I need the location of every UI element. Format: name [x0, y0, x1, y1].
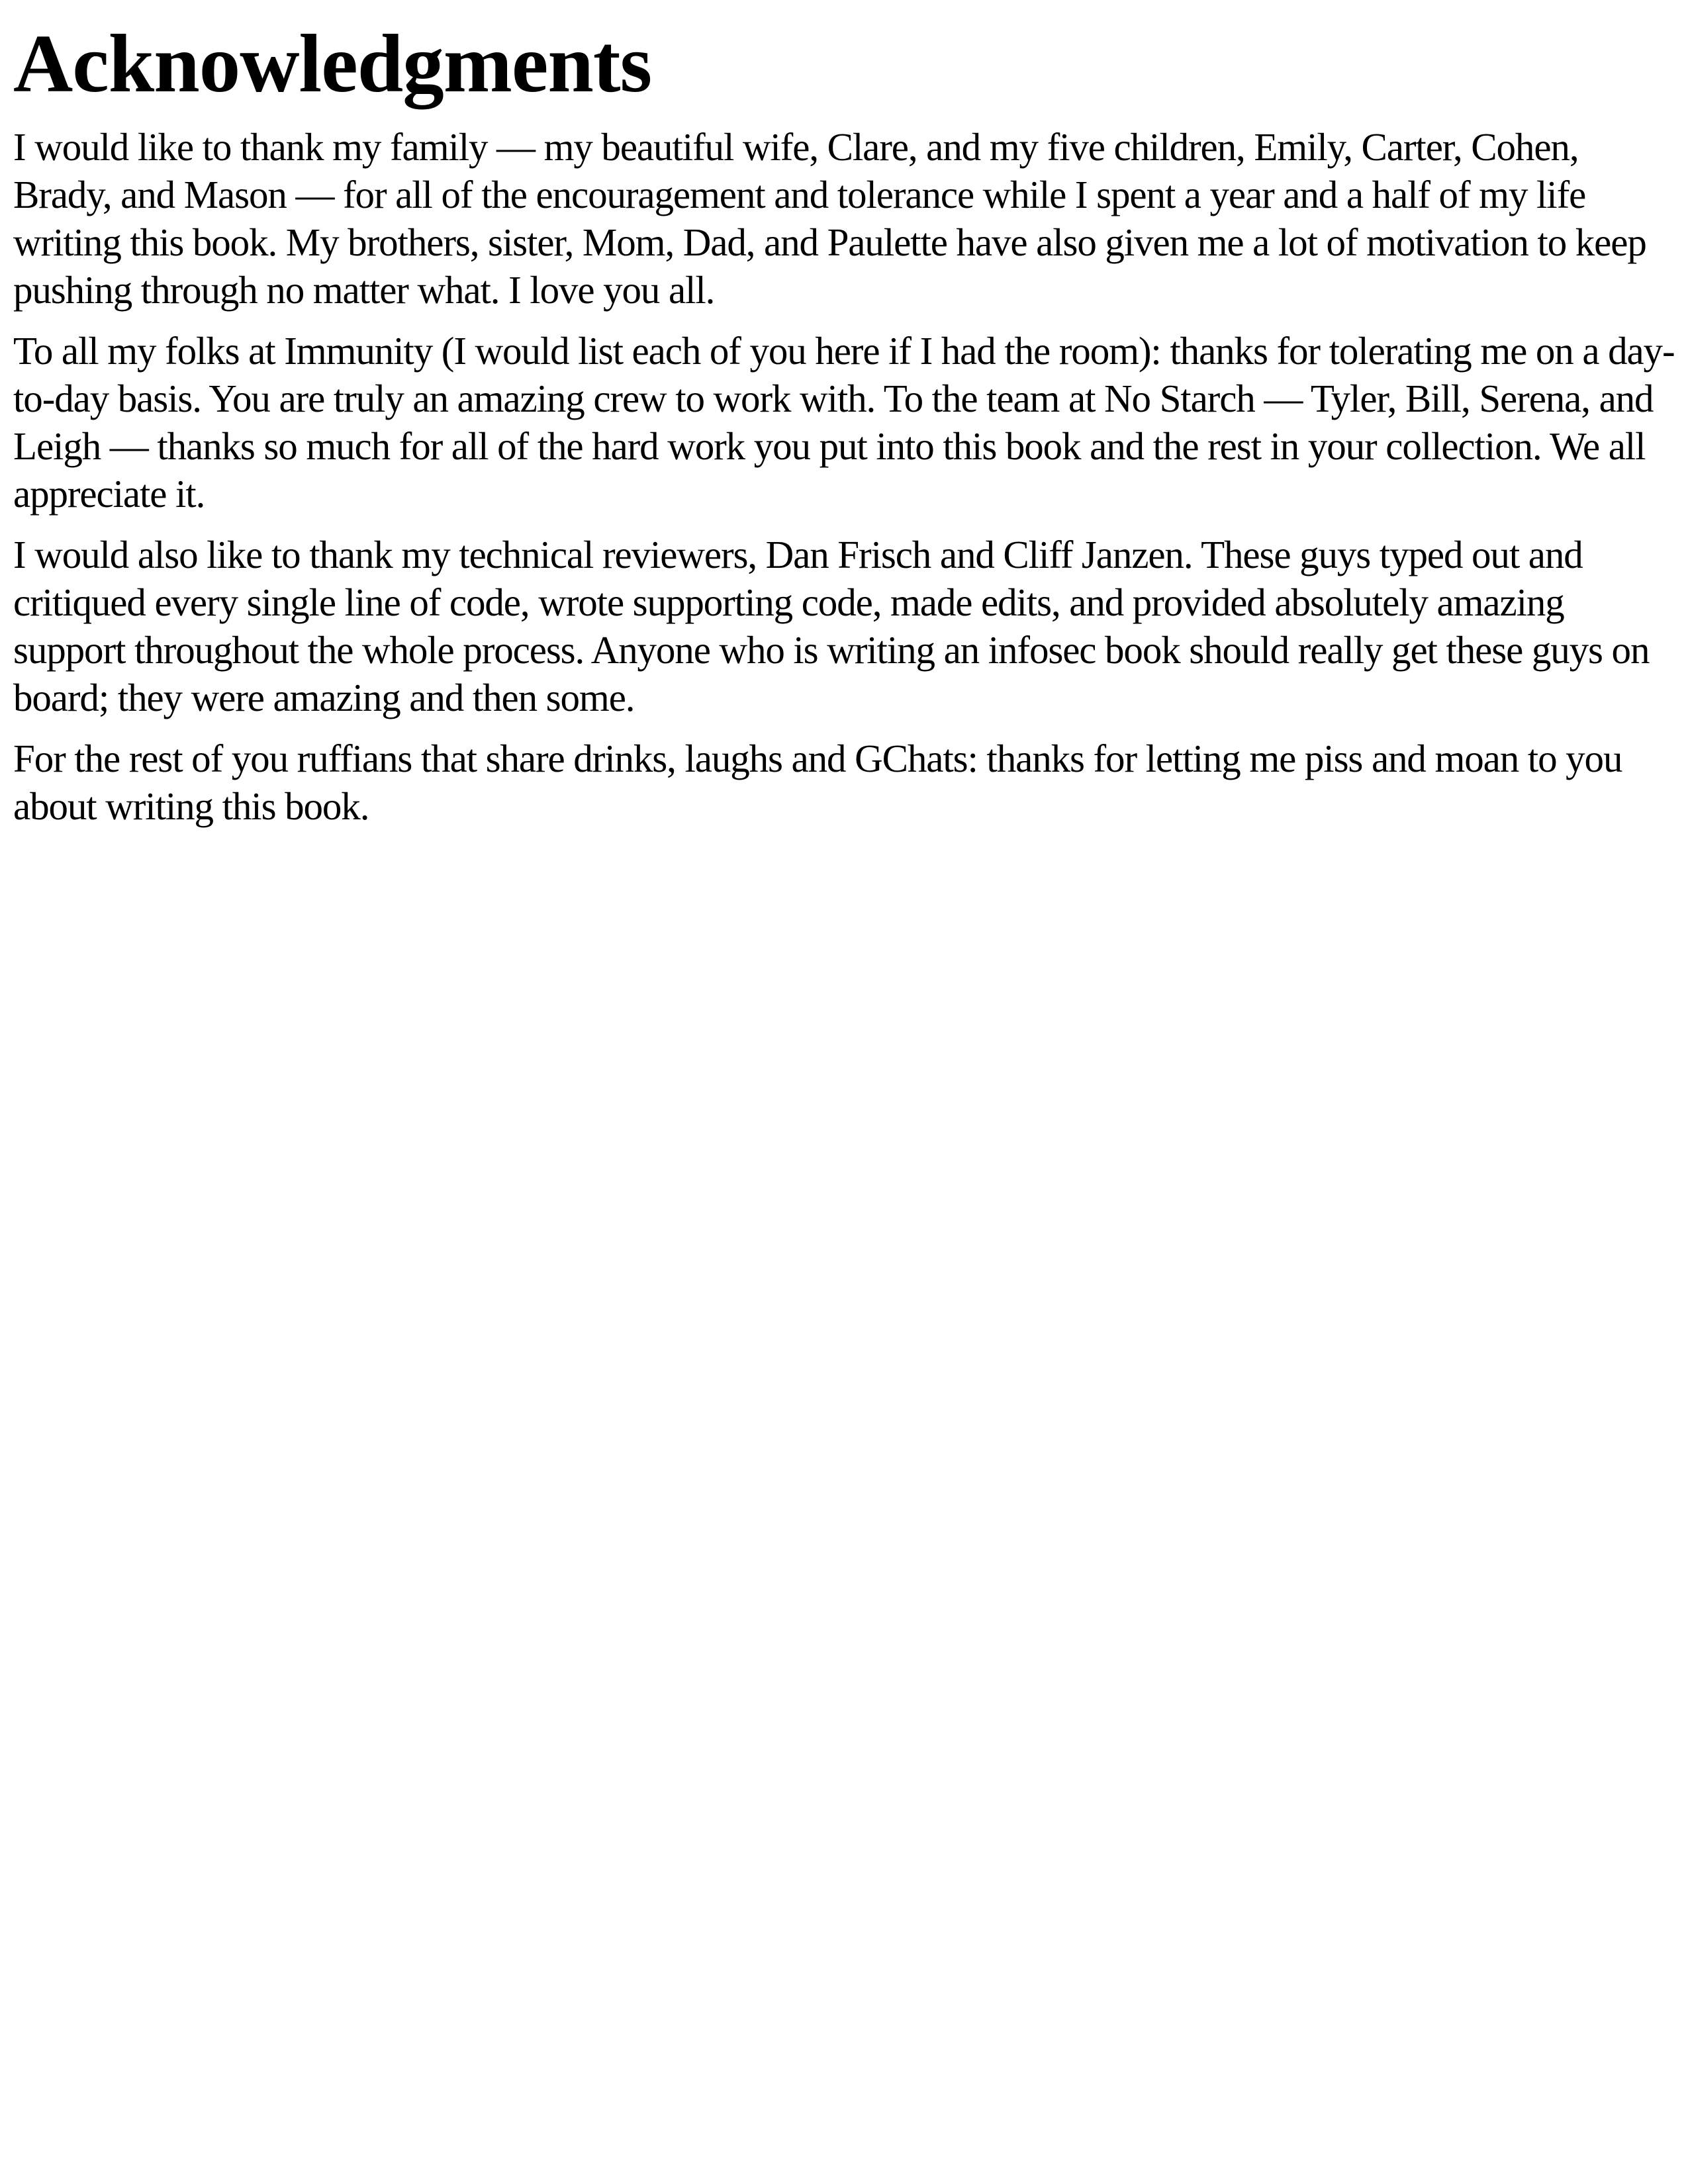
page-title: Acknowledgments [13, 19, 652, 110]
paragraph-family: I would like to thank my family — my beautiful wife, Clare, and my five children, Emily, Carter, Cohen, Brady, and Mason — for all of the encouragement and tolerance while I spent a year and a half of my life writing this book. My brothers, sister, Mom, Dad, and Paulette have also given me a lot of motivation to keep pushing through no matter what. I love you all. [13, 125, 1646, 312]
paragraph-technical-reviewers: I would also like to thank my technical reviewers, Dan Frisch and Cliff Janzen. These guys typed out and critiqued every single line of code, wrote supporting code, made edits, and provided absolutely amazing support throughout the whole process. Anyone who is writing an infosec book should really get these guys on board; they were amazing and then some. [13, 533, 1650, 719]
paragraph-friends: For the rest of you ruffians that share drinks, laughs and GChats: thanks for letting me piss and moan to you about writing this book. [13, 737, 1622, 828]
document-page [13, 0, 1675, 843]
paragraph-immunity-and-no-starch: To all my folks at Immunity (I would list each of you here if I had the room): thanks for tolerating me on a day-to-day basis. You are truly an amazing crew to work with. To the team at No Starch — Tyler, Bill, Serena, and Leigh — thanks so much for all of the hard work you put into this book and the rest in your collection. We all appreciate it. [13, 329, 1675, 516]
